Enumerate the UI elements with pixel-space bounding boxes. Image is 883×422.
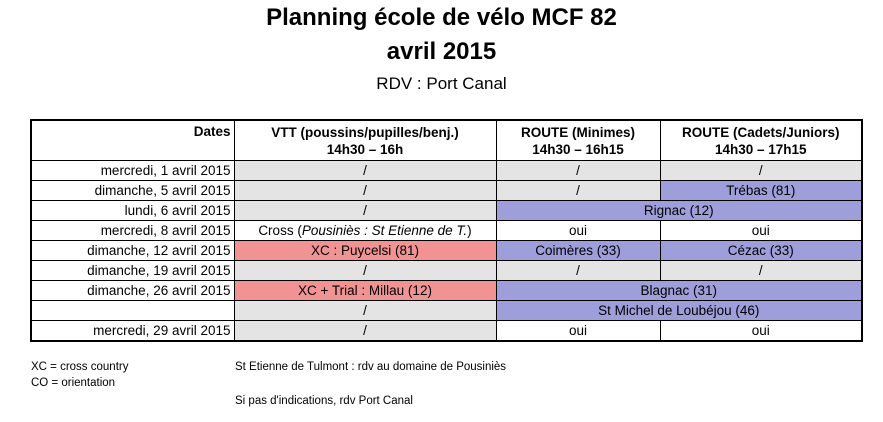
cell-route-merged: St Michel de Loubéjou (46) (496, 301, 862, 321)
page-title: Planning école de vélo MCF 82 (266, 4, 617, 31)
table-row (31, 201, 862, 221)
note-xc: XC = cross country (31, 361, 129, 373)
note-st-etienne: St Etienne de Tulmont : rdv au domaine de Pousiniès (235, 361, 507, 373)
cell-vtt: / (234, 321, 496, 342)
legend-abbreviations (31, 359, 128, 391)
cell-route-cadets: / (660, 261, 862, 281)
cell-route-cadets: Cézac (33) (660, 241, 862, 261)
row-date: dimanche, 26 avril 2015 (31, 281, 234, 301)
note-co: CO = orientation (31, 377, 116, 389)
cell-route-cadets: oui (660, 221, 862, 241)
cell-vtt: / (234, 261, 496, 281)
table-row (31, 321, 862, 342)
cell-route-minimes: oui (496, 221, 660, 241)
table-row (31, 181, 862, 201)
header-dates: Dates (31, 120, 234, 161)
cell-route-minimes: / (496, 261, 660, 281)
row-date: mercredi, 8 avril 2015 (31, 221, 234, 241)
row-date: mercredi, 1 avril 2015 (31, 161, 234, 181)
cell-vtt: / (234, 161, 496, 181)
cell-route-merged: Rignac (12) (496, 201, 862, 221)
cell-vtt: / (234, 301, 496, 321)
table-row (31, 241, 862, 261)
row-date (31, 301, 234, 321)
row-date: dimanche, 12 avril 2015 (31, 241, 234, 261)
cell-route-minimes: oui (496, 321, 660, 342)
header-route-cadets: ROUTE (Cadets/Juniors) 14h30 – 17h15 (660, 120, 862, 161)
cell-route-cadets: oui (660, 321, 862, 342)
page-subtitle-month: avril 2015 (386, 38, 497, 65)
table-row (31, 261, 862, 281)
row-date: dimanche, 5 avril 2015 (31, 181, 234, 201)
cell-route-merged: Blagnac (31) (496, 281, 862, 301)
cell-vtt: / (234, 201, 496, 221)
header-vtt: VTT (poussins/pupilles/benj.) 14h30 – 16h (234, 120, 496, 161)
cell-route-cadets: / (660, 161, 862, 181)
table-header-row (31, 120, 862, 161)
row-date: lundi, 6 avril 2015 (31, 201, 234, 221)
cell-route-cadets: Trébas (81) (660, 181, 862, 201)
table-row (31, 161, 862, 181)
table-row (31, 281, 862, 301)
schedule-table (30, 119, 863, 342)
cell-route-minimes: / (496, 161, 660, 181)
row-date: mercredi, 29 avril 2015 (31, 321, 234, 342)
note-default-rdv: Si pas d'indications, rdv Port Canal (235, 395, 413, 407)
cell-route-minimes: Coimères (33) (496, 241, 660, 261)
cell-route-minimes: / (496, 181, 660, 201)
cell-vtt: Cross (Pousiniès : St Etienne de T.) (234, 221, 496, 241)
rdv-location: RDV : Port Canal (376, 74, 507, 93)
table-row (31, 301, 862, 321)
table-row (31, 221, 862, 241)
row-date: dimanche, 19 avril 2015 (31, 261, 234, 281)
cell-vtt: / (234, 181, 496, 201)
header-route-minimes: ROUTE (Minimes) 14h30 – 16h15 (496, 120, 660, 161)
cell-vtt: XC : Puycelsi (81) (234, 241, 496, 261)
cell-vtt: XC + Trial : Millau (12) (234, 281, 496, 301)
